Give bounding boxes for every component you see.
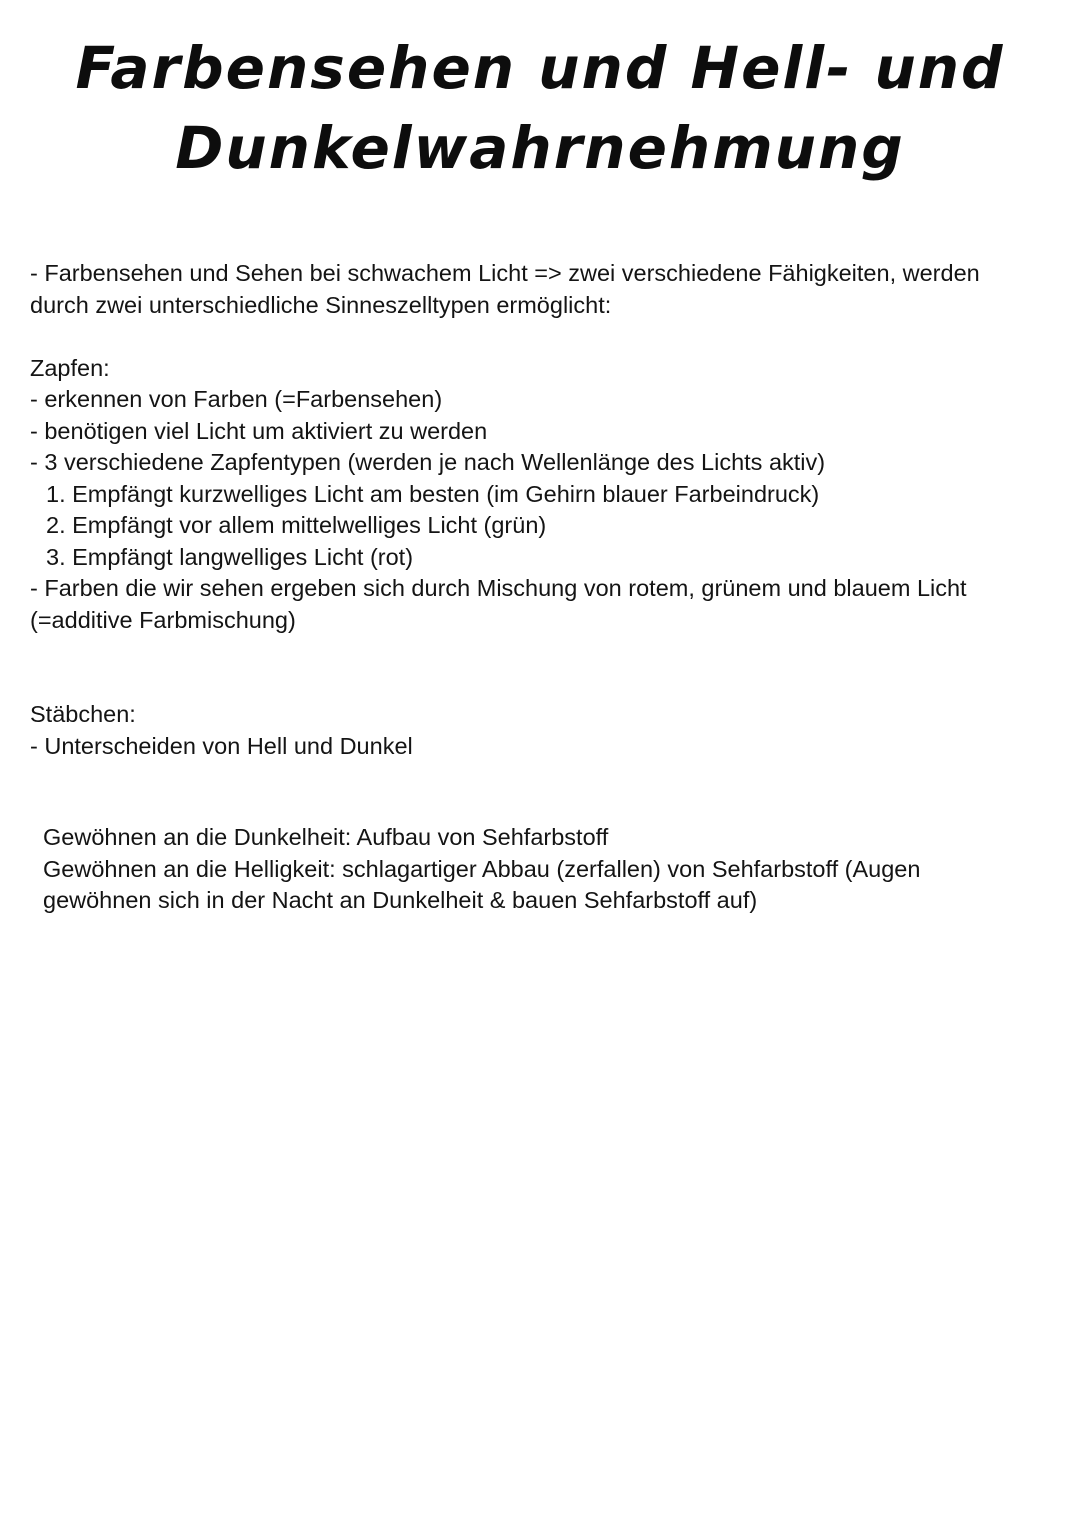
zapfen-bullet: - erkennen von Farben (=Farbensehen) [30,386,443,412]
page-title [0,28,1080,188]
zapfen-mixing-line: - Farben die wir sehen ergeben sich durch Mischung von rotem, grünem und blauem Licht [30,575,967,601]
document-body [30,258,1050,917]
intro-line: durch zwei unterschiedliche Sinneszelltypen ermöglicht: [30,291,612,318]
spacer [30,321,1050,353]
spacer [30,636,1050,699]
zapfen-heading: Zapfen: [30,354,110,381]
title-line-2: Dunkelwahrnehmung [175,114,905,182]
zapfen-type-item: 3. Empfängt langwelliges Licht (rot) [46,543,414,570]
zapfen-section [30,353,1050,637]
zapfen-type-item: 1. Empfängt kurzwelliges Licht am besten (im Gehirn blauer Farbeindruck) [46,480,820,507]
zapfen-type-item: 2. Empfängt vor allem mittelwelliges Licht (grün) [46,512,547,538]
staebchen-bullet: - Unterscheiden von Hell und Dunkel [30,732,413,759]
adaptation-line: gewöhnen sich in der Nacht an Dunkelheit & bauen Sehfarbstoff auf) [43,887,758,913]
intro-line: - Farbensehen und Sehen bei schwachem Licht => zwei verschiedene Fähigkeiten, werden [30,260,980,286]
adaptation-section [30,822,1050,917]
zapfen-bullet: - 3 verschiedene Zapfentypen (werden je nach Wellenlänge des Lichts aktiv) [30,449,826,475]
adaptation-line: Gewöhnen an die Helligkeit: schlagartiger Abbau (zerfallen) von Sehfarbstoff (Augen [43,855,921,882]
staebchen-section [30,699,1050,762]
staebchen-heading: Stäbchen: [30,701,136,727]
intro-paragraph [30,258,1050,321]
zapfen-mixing-line: (=additive Farbmischung) [30,606,296,633]
zapfen-bullet: - benötigen viel Licht um aktiviert zu werden [30,417,488,444]
spacer [30,762,1050,822]
zapfen-types-list [30,479,1050,574]
title-line-1: Farbensehen und Hell- und [75,34,1005,102]
adaptation-line: Gewöhnen an die Dunkelheit: Aufbau von Sehfarbstoff [43,824,609,850]
